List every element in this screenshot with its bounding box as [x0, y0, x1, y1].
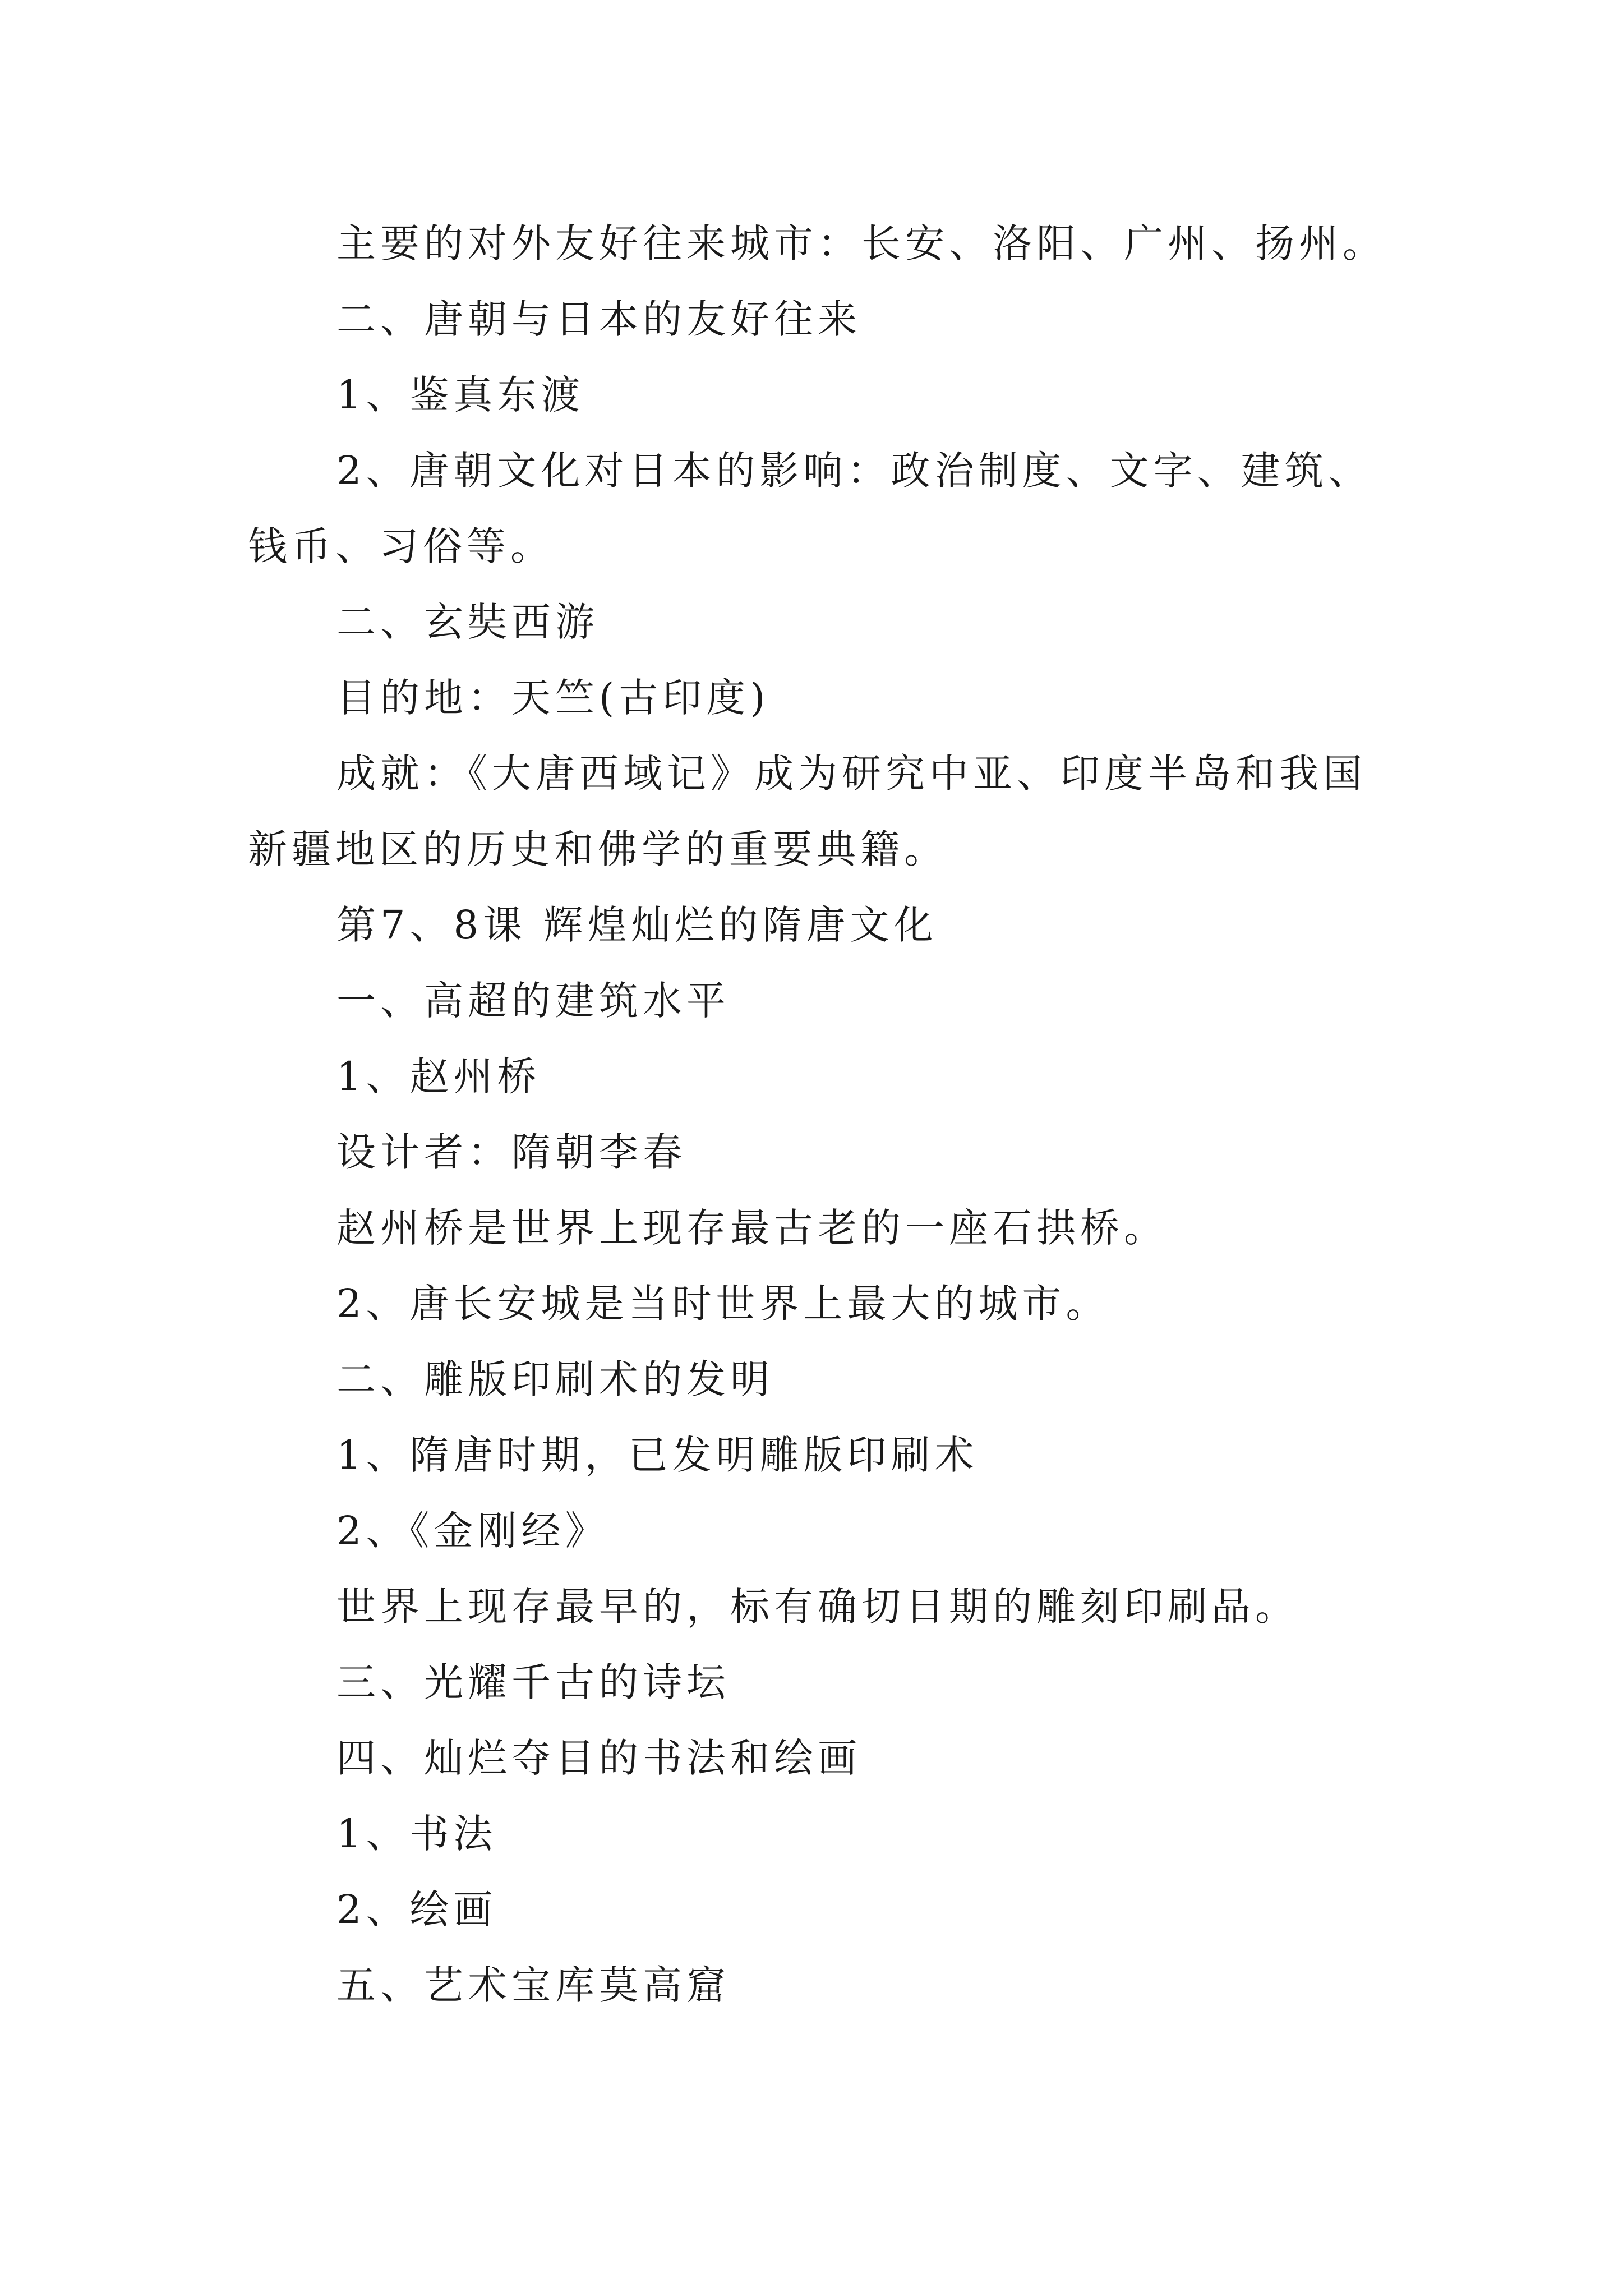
- heading-mogao-caves: 五、艺术宝库莫高窟: [336, 1962, 730, 2008]
- item-printing-invented: 1、隋唐时期，已发明雕版印刷术: [336, 1432, 979, 1478]
- lesson-title: 第7、8课 辉煌灿烂的隋唐文化: [336, 902, 938, 948]
- paragraph-designer: 设计者：隋朝李春: [336, 1129, 686, 1175]
- item-jianzhen: 1、鉴真东渡: [336, 372, 585, 418]
- paragraph-destination: 目的地：天竺(古印度): [336, 675, 770, 721]
- heading-tang-japan: 二、唐朝与日本的友好往来: [336, 296, 861, 342]
- item-changan: 2、唐长安城是当时世界上最大的城市。: [336, 1281, 1110, 1327]
- heading-calligraphy-painting: 四、灿烂夺目的书法和绘画: [336, 1735, 861, 1781]
- paragraph-friendly-cities: 主要的对外友好往来城市：长安、洛阳、广州、扬州。: [336, 220, 1386, 266]
- item-diamond-sutra: 2、《金刚经》: [336, 1508, 609, 1554]
- heading-architecture: 一、高超的建筑水平: [336, 978, 730, 1024]
- item-calligraphy: 1、书法: [336, 1811, 497, 1857]
- paragraph-bridge-fact: 赵州桥是世界上现存最古老的一座石拱桥。: [336, 1205, 1168, 1251]
- heading-xuanzang: 二、玄奘西游: [336, 599, 599, 645]
- heading-printing: 二、雕版印刷术的发明: [336, 1356, 774, 1402]
- heading-poetry: 三、光耀千古的诗坛: [336, 1659, 730, 1705]
- paragraph-achievement: 成就：《大唐西域记》成为研究中亚、印度半岛和我国新疆地区的历史和佛学的重要典籍。: [248, 751, 1367, 872]
- paragraph-earliest-print: 世界上现存最早的，标有确切日期的雕刻印刷品。: [336, 1584, 1299, 1630]
- item-zhaozhou-bridge: 1、赵州桥: [336, 1053, 541, 1099]
- item-painting: 2、绘画: [336, 1887, 497, 1932]
- item-tang-influence: 2、唐朝文化对日本的影响：政治制度、文字、建筑、钱币、习俗等。: [248, 448, 1372, 569]
